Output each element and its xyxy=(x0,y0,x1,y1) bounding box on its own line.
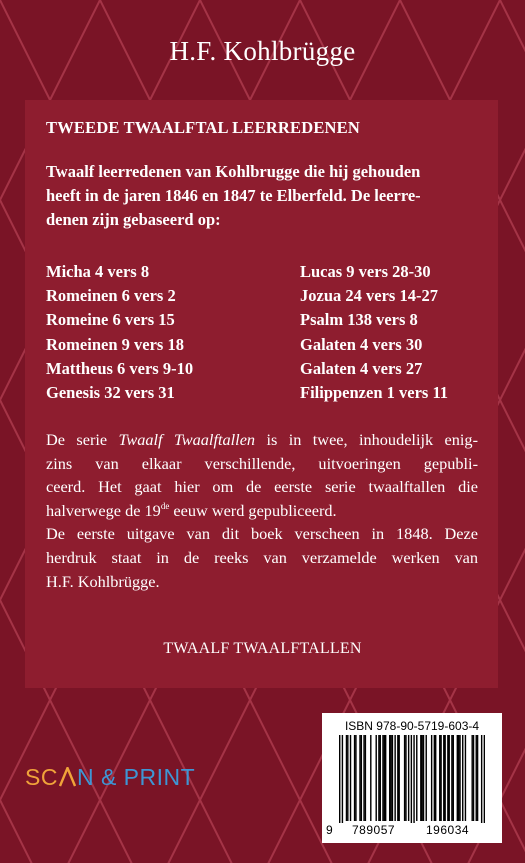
barcode-bar xyxy=(361,735,362,821)
description-line: De serie Twaalf Twaalftallen is in twee, inhoudelijk enig- xyxy=(46,430,478,449)
scripture-reference: Galaten 4 vers 30 xyxy=(300,334,423,354)
barcode-bar xyxy=(476,735,477,821)
barcode-bar xyxy=(423,735,424,821)
author-name: H.F. Kohlbrügge xyxy=(169,36,356,66)
barcode-bar xyxy=(477,735,478,821)
barcode-bars xyxy=(339,735,485,823)
intro-line: Twaalf leerredenen van Kohlbrugge die hij gehouden xyxy=(46,162,421,181)
barcode-bar xyxy=(380,735,381,821)
barcode-bar xyxy=(392,735,393,821)
barcode-bar xyxy=(481,735,482,823)
pattern-diamond xyxy=(500,500,525,700)
barcode-bar xyxy=(398,735,399,821)
series-description xyxy=(46,428,478,593)
scripture-reference: Genesis 32 vers 31 xyxy=(46,383,175,403)
pattern-diamond xyxy=(200,700,300,863)
barcode-bar xyxy=(473,735,474,821)
barcode-bar xyxy=(443,735,444,821)
barcode-bar xyxy=(453,735,454,821)
barcode-bar xyxy=(347,735,348,821)
scripture-reference: Psalm 138 vers 8 xyxy=(300,310,418,330)
barcode-bar xyxy=(440,735,441,821)
barcode-bar xyxy=(354,735,355,821)
barcode-bar xyxy=(420,735,421,821)
barcode-bar xyxy=(389,735,390,821)
barcode-bar xyxy=(382,735,383,821)
isbn-label: ISBN 978-90-5719-603-4 xyxy=(344,719,480,733)
barcode-bar xyxy=(346,735,347,821)
scripture-reference: Romeinen 6 vers 2 xyxy=(46,286,176,306)
barcode-bar xyxy=(384,735,385,821)
barcode-bar xyxy=(421,735,422,821)
barcode-bar xyxy=(451,735,452,821)
scripture-reference: Romeinen 9 vers 18 xyxy=(46,334,184,354)
pattern-diamond xyxy=(500,300,525,500)
barcode-bar xyxy=(378,735,379,821)
barcode-bar xyxy=(370,735,371,821)
barcode-bar xyxy=(435,735,436,821)
description-line: ceerd. Het gaat hier om de eerste serie twaalftallen die xyxy=(46,477,478,497)
barcode-bar xyxy=(355,735,356,821)
scripture-references-right xyxy=(300,260,448,405)
barcode-bar xyxy=(376,735,377,821)
barcode-bar xyxy=(447,735,448,821)
scripture-references-left xyxy=(46,260,193,405)
barcode-bar xyxy=(350,735,351,821)
scripture-reference: Romeine 6 vers 15 xyxy=(46,310,175,330)
pattern-diamond xyxy=(500,100,525,300)
intro-line: heeft in de jaren 1846 en 1847 te Elberfeld. De leerre- xyxy=(46,186,421,205)
barcode-bar xyxy=(458,735,459,821)
intro-paragraph xyxy=(46,160,478,232)
barcode-bar xyxy=(397,735,398,821)
scripture-reference: Filippenzen 1 vers 11 xyxy=(300,383,449,403)
barcode-bar xyxy=(449,735,450,821)
barcode-bar xyxy=(465,735,466,821)
superscript-de: de xyxy=(160,500,170,511)
barcode-bar xyxy=(471,735,472,821)
barcode-bar xyxy=(394,735,395,821)
publisher-logo-a-glyph xyxy=(59,767,76,787)
description-line: De eerste uitgave van dit boek verscheen in 1848. Deze xyxy=(46,524,478,544)
barcode-bar xyxy=(416,735,417,821)
barcode-bar xyxy=(404,735,405,821)
scripture-reference: Galaten 4 vers 27 xyxy=(300,358,423,378)
description-line: zins van elkaar verschillende, uitvoeringen gepubli- xyxy=(46,453,478,473)
publisher-logo: SC N & PRINT xyxy=(25,764,196,790)
barcode-bar xyxy=(339,735,340,823)
barcode-bar xyxy=(405,735,406,821)
barcode-bar xyxy=(431,735,432,821)
scripture-reference: Mattheus 6 vers 9-10 xyxy=(46,358,194,378)
barcode-left-digits: 789057 xyxy=(352,823,396,837)
barcode-bar xyxy=(484,735,485,823)
barcode-bar xyxy=(408,735,409,821)
barcode-bar xyxy=(462,735,463,821)
barcode-bar xyxy=(434,735,435,821)
description-line: halverwege de 19de eeuw werd gepubliceerd. xyxy=(46,500,337,520)
barcode xyxy=(322,713,502,843)
barcode-bar xyxy=(439,735,440,821)
book-heading: TWEEDE TWAALFTAL LEERREDENEN xyxy=(46,118,360,137)
barcode-bar xyxy=(359,735,360,821)
barcode-bar xyxy=(342,735,343,823)
barcode-bar xyxy=(385,735,386,821)
barcode-bar xyxy=(459,735,460,821)
scripture-reference: Jozua 24 vers 14-27 xyxy=(300,286,438,306)
barcode-right-digits: 196034 xyxy=(426,823,470,837)
description-line: herdruk staat in de reeks van verzamelde werken van xyxy=(46,547,478,567)
barcode-bar xyxy=(444,735,445,821)
barcode-bar xyxy=(363,735,364,821)
barcode-bar xyxy=(411,735,412,823)
barcode-bar xyxy=(413,735,414,823)
intro-line: denen zijn gebaseerd op: xyxy=(46,210,221,229)
scripture-reference: Micha 4 vers 8 xyxy=(46,262,150,281)
series-title: TWAALF TWAALFTALLEN xyxy=(163,640,362,657)
pattern-diamond xyxy=(500,700,525,863)
series-title-italic: Twaalf Twaalftallen xyxy=(118,430,256,449)
description-line: H.F. Kohlbrügge. xyxy=(46,571,160,591)
scripture-reference: Lucas 9 vers 28-30 xyxy=(300,262,431,281)
barcode-first-digit: 9 xyxy=(326,823,333,837)
barcode-bar xyxy=(365,735,366,821)
barcode-bar xyxy=(390,735,391,821)
barcode-bar xyxy=(457,735,458,821)
barcode-bar xyxy=(426,735,427,821)
